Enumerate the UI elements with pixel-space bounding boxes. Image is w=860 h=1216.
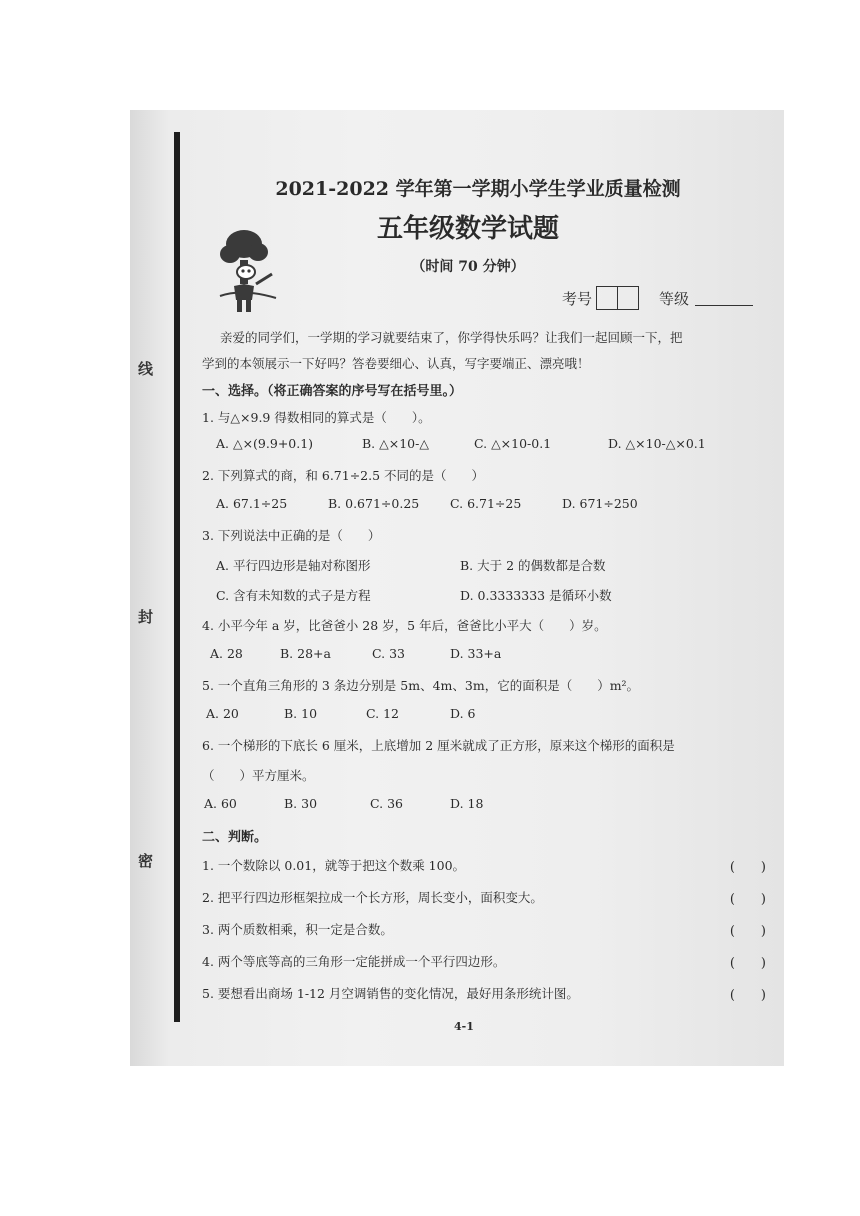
exam-subject-title: 五年级数学试题	[376, 214, 559, 244]
grade-blank[interactable]	[695, 291, 753, 306]
exam-title: 2021-2022 学年第一学期小学生学业质量检测	[275, 178, 681, 200]
exam-no-boxes[interactable]	[596, 286, 639, 310]
q1-stem: 1. 与△×9.9 得数相同的算式是（ ）。	[202, 410, 431, 425]
q5-stem: 5. 一个直角三角形的 3 条边分别是 5m、4m、3m，它的面积是（ ）m²。	[202, 678, 640, 693]
q4-option-b: B. 28+a	[280, 646, 331, 661]
judge-answer-3[interactable]: ( )	[729, 924, 766, 939]
q1-option-a: A. △×(9.9+0.1)	[216, 436, 314, 451]
q3-option-c: C. 含有未知数的式子是方程	[216, 588, 371, 603]
q2-stem: 2. 下列算式的商，和 6.71÷2.5 不同的是（ ）	[202, 468, 485, 483]
judge-answer-1[interactable]: ( )	[729, 860, 766, 875]
q6-option-b: B. 30	[284, 796, 318, 811]
q4-option-c: C. 33	[372, 646, 405, 661]
judge-answer-2[interactable]: ( )	[729, 892, 766, 907]
q2-option-d: D. 671÷250	[562, 496, 638, 511]
q1-option-b: B. △×10-△	[362, 436, 429, 451]
intro-line-2: 学到的本领展示一下好吗？答卷要细心、认真，写字要端正、漂亮哦！	[202, 356, 590, 371]
page-number: 4-1	[454, 1020, 474, 1033]
q6-stem-line-2: （ ）平方厘米。	[202, 768, 315, 783]
section-1-title: 一、选择。（将正确答案的序号写在括号里。）	[202, 384, 463, 399]
q4-stem: 4. 小平今年 a 岁，比爸爸小 28 岁，5 年后，爸爸比小平大（ ）岁。	[202, 618, 607, 633]
q5-option-d: D. 6	[450, 706, 476, 721]
q2-option-c: C. 6.71÷25	[450, 496, 522, 511]
mascot-illustration	[212, 226, 286, 316]
q6-option-d: D. 18	[450, 796, 484, 811]
q2-option-b: B. 0.671÷0.25	[328, 496, 420, 511]
q6-option-a: A. 60	[204, 796, 237, 811]
exam-duration: （时间 70 分钟）	[411, 259, 525, 275]
q4-option-a: A. 28	[210, 646, 243, 661]
intro-line-1: 亲爱的同学们，一学期的学习就要结束了，你学得快乐吗？让我们一起回顾一下，把	[220, 330, 683, 345]
judge-item-3: 3. 两个质数相乘，积一定是合数。	[202, 922, 393, 937]
judge-item-2: 2. 把平行四边形框架拉成一个长方形，周长变小，面积变大。	[202, 890, 543, 905]
judge-item-1: 1. 一个数除以 0.01，就等于把这个数乘 100。	[202, 858, 466, 873]
q3-option-d: D. 0.3333333 是循环小数	[460, 588, 612, 603]
q2-option-a: A. 67.1÷25	[216, 496, 288, 511]
q4-option-d: D. 33+a	[450, 646, 502, 661]
q1-option-c: C. △×10-0.1	[474, 436, 552, 451]
binding-mark-xian: 线	[138, 360, 154, 378]
q5-option-b: B. 10	[284, 706, 318, 721]
q5-option-c: C. 12	[366, 706, 399, 721]
q1-option-d: D. △×10-△×0.1	[608, 436, 706, 451]
q6-stem-line-1: 6. 一个梯形的下底长 6 厘米，上底增加 2 厘米就成了正方形，原来这个梯形的面积是	[202, 738, 675, 753]
judge-answer-5[interactable]: ( )	[729, 988, 766, 1003]
q3-stem: 3. 下列说法中正确的是（ ）	[202, 528, 381, 543]
exam-no-label: 考号	[562, 289, 593, 308]
grade-label: 等级	[659, 289, 690, 308]
exam-paper	[130, 110, 784, 1066]
q6-option-c: C. 36	[370, 796, 403, 811]
judge-answer-4[interactable]: ( )	[729, 956, 766, 971]
binding-mark-mi: 密	[138, 852, 154, 870]
binding-mark-feng: 封	[138, 608, 154, 626]
q3-option-b: B. 大于 2 的偶数都是合数	[460, 558, 606, 573]
exam-id-row	[562, 286, 753, 310]
judge-item-4: 4. 两个等底等高的三角形一定能拼成一个平行四边形。	[202, 954, 506, 969]
section-2-title: 二、判断。	[202, 830, 268, 845]
judge-item-5: 5. 要想看出商场 1-12 月空调销售的变化情况，最好用条形统计图。	[202, 986, 579, 1001]
q3-option-a: A. 平行四边形是轴对称图形	[216, 558, 371, 573]
q5-option-a: A. 20	[206, 706, 239, 721]
